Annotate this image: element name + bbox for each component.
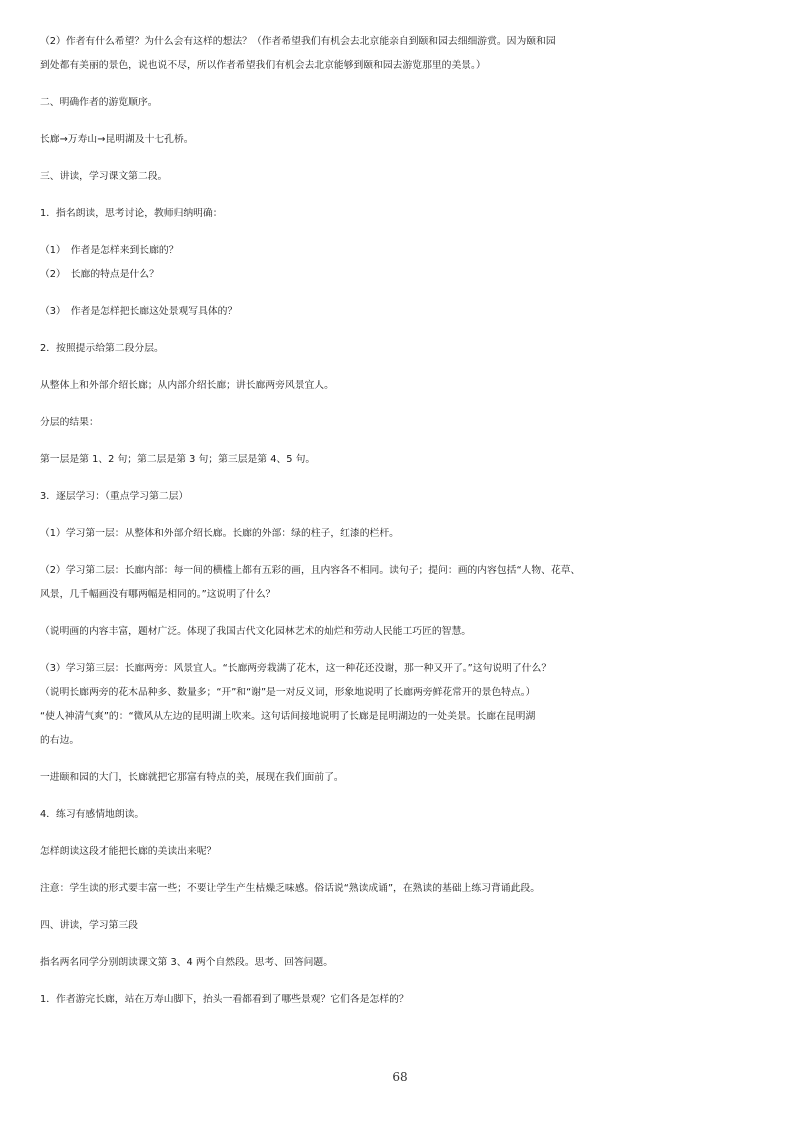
text-line: 第一层是第 1、2 句；第二层是第 3 句；第三层是第 4、5 句。 xyxy=(40,454,316,465)
text-line: （1）学习第一层：从整体和外部介绍长廊。长廊的外部：绿的柱子，红漆的栏杆。 xyxy=(40,528,399,539)
text-line: 3．逐层学习：（重点学习第二层） xyxy=(40,491,189,502)
section-heading: 二、明确作者的游览顺序。 xyxy=(40,97,158,108)
document-body xyxy=(40,30,780,1012)
text-line: 注意：学生读的形式要丰富一些；不要让学生产生枯燥乏味感。俗话说“熟读成诵”，在熟读的基础上练习背诵此段。 xyxy=(40,883,540,894)
text-line: 的右边。 xyxy=(40,735,80,746)
text-line: 4．练习有感情地朗读。 xyxy=(40,809,145,820)
text-line: 分层的结果： xyxy=(40,417,99,428)
text-line: 到处都有美丽的景色，说也说不尽，所以作者希望我们有机会去北京能够到颐和园去游览那里的美景。） xyxy=(40,60,486,71)
text-line: 风景，几千幅画没有哪两幅是相同的。”这说明了什么？ xyxy=(40,589,276,600)
text-line: 1．指名朗读，思考讨论，教师归纳明确： xyxy=(40,208,223,219)
text-line: 长廊→万寿山→昆明湖及十七孔桥。 xyxy=(40,134,194,145)
text-line: “使人神清气爽”的：“微风从左边的昆明湖上吹来。这句话间接地说明了长廊是昆明湖边的一处美景。长廊在昆明湖 xyxy=(40,711,536,722)
page-number: 68 xyxy=(392,1070,408,1084)
question-item: （1） 作者是怎样来到长廊的？ xyxy=(40,245,179,256)
text-line: 指名两名同学分别朗读课文第 3、4 两个自然段。思考、回答问题。 xyxy=(40,957,334,968)
section-heading: 四、讲读，学习第三段 xyxy=(40,920,138,931)
text-line: 2．按照提示给第二段分层。 xyxy=(40,343,164,354)
text-line: （说明长廊两旁的花木品种多、数量多；“开”和“谢”是一对反义词，形象地说明了长廊两旁鲜花常开的景色特点。） xyxy=(40,687,536,698)
text-line: 1．作者游完长廊，站在万寿山脚下，抬头一看都看到了哪些景观？它们各是怎样的？ xyxy=(40,994,409,1005)
question-item: （3） 作者是怎样把长廊这处景观写具体的？ xyxy=(40,306,238,317)
section-heading: 三、讲读，学习课文第二段。 xyxy=(40,171,168,182)
text-line: 从整体上和外部介绍长廊；从内部介绍长廊；讲长廊两旁风景宜人。 xyxy=(40,380,334,391)
text-line: （说明画的内容丰富，题材广泛。体现了我国古代文化园林艺术的灿烂和劳动人民能工巧匠的智慧。 xyxy=(40,626,472,637)
text-line: （3）学习第三层：长廊两旁：风景宜人。“长廊两旁栽满了花木，这一种花还没谢，那一种又开了。”这句说明了什么？ xyxy=(40,663,552,674)
text-line: 一进颐和园的大门，长廊就把它那富有特点的美，展现在我们面前了。 xyxy=(40,772,344,783)
question-item: （2） 长廊的特点是什么？ xyxy=(40,269,159,280)
text-line: 怎样朗读这段才能把长廊的美读出来呢？ xyxy=(40,846,217,857)
text-line: （2）作者有什么希望？为什么会有这样的想法？（作者希望我们有机会去北京能亲自到颐和园去细细游赏。因为颐和园 xyxy=(40,36,556,47)
text-line: （2）学习第二层：长廊内部：每一间的横槛上都有五彩的画，且内容各不相同。读句子；提问：画的内容包括“人物、花草、 xyxy=(40,565,581,576)
